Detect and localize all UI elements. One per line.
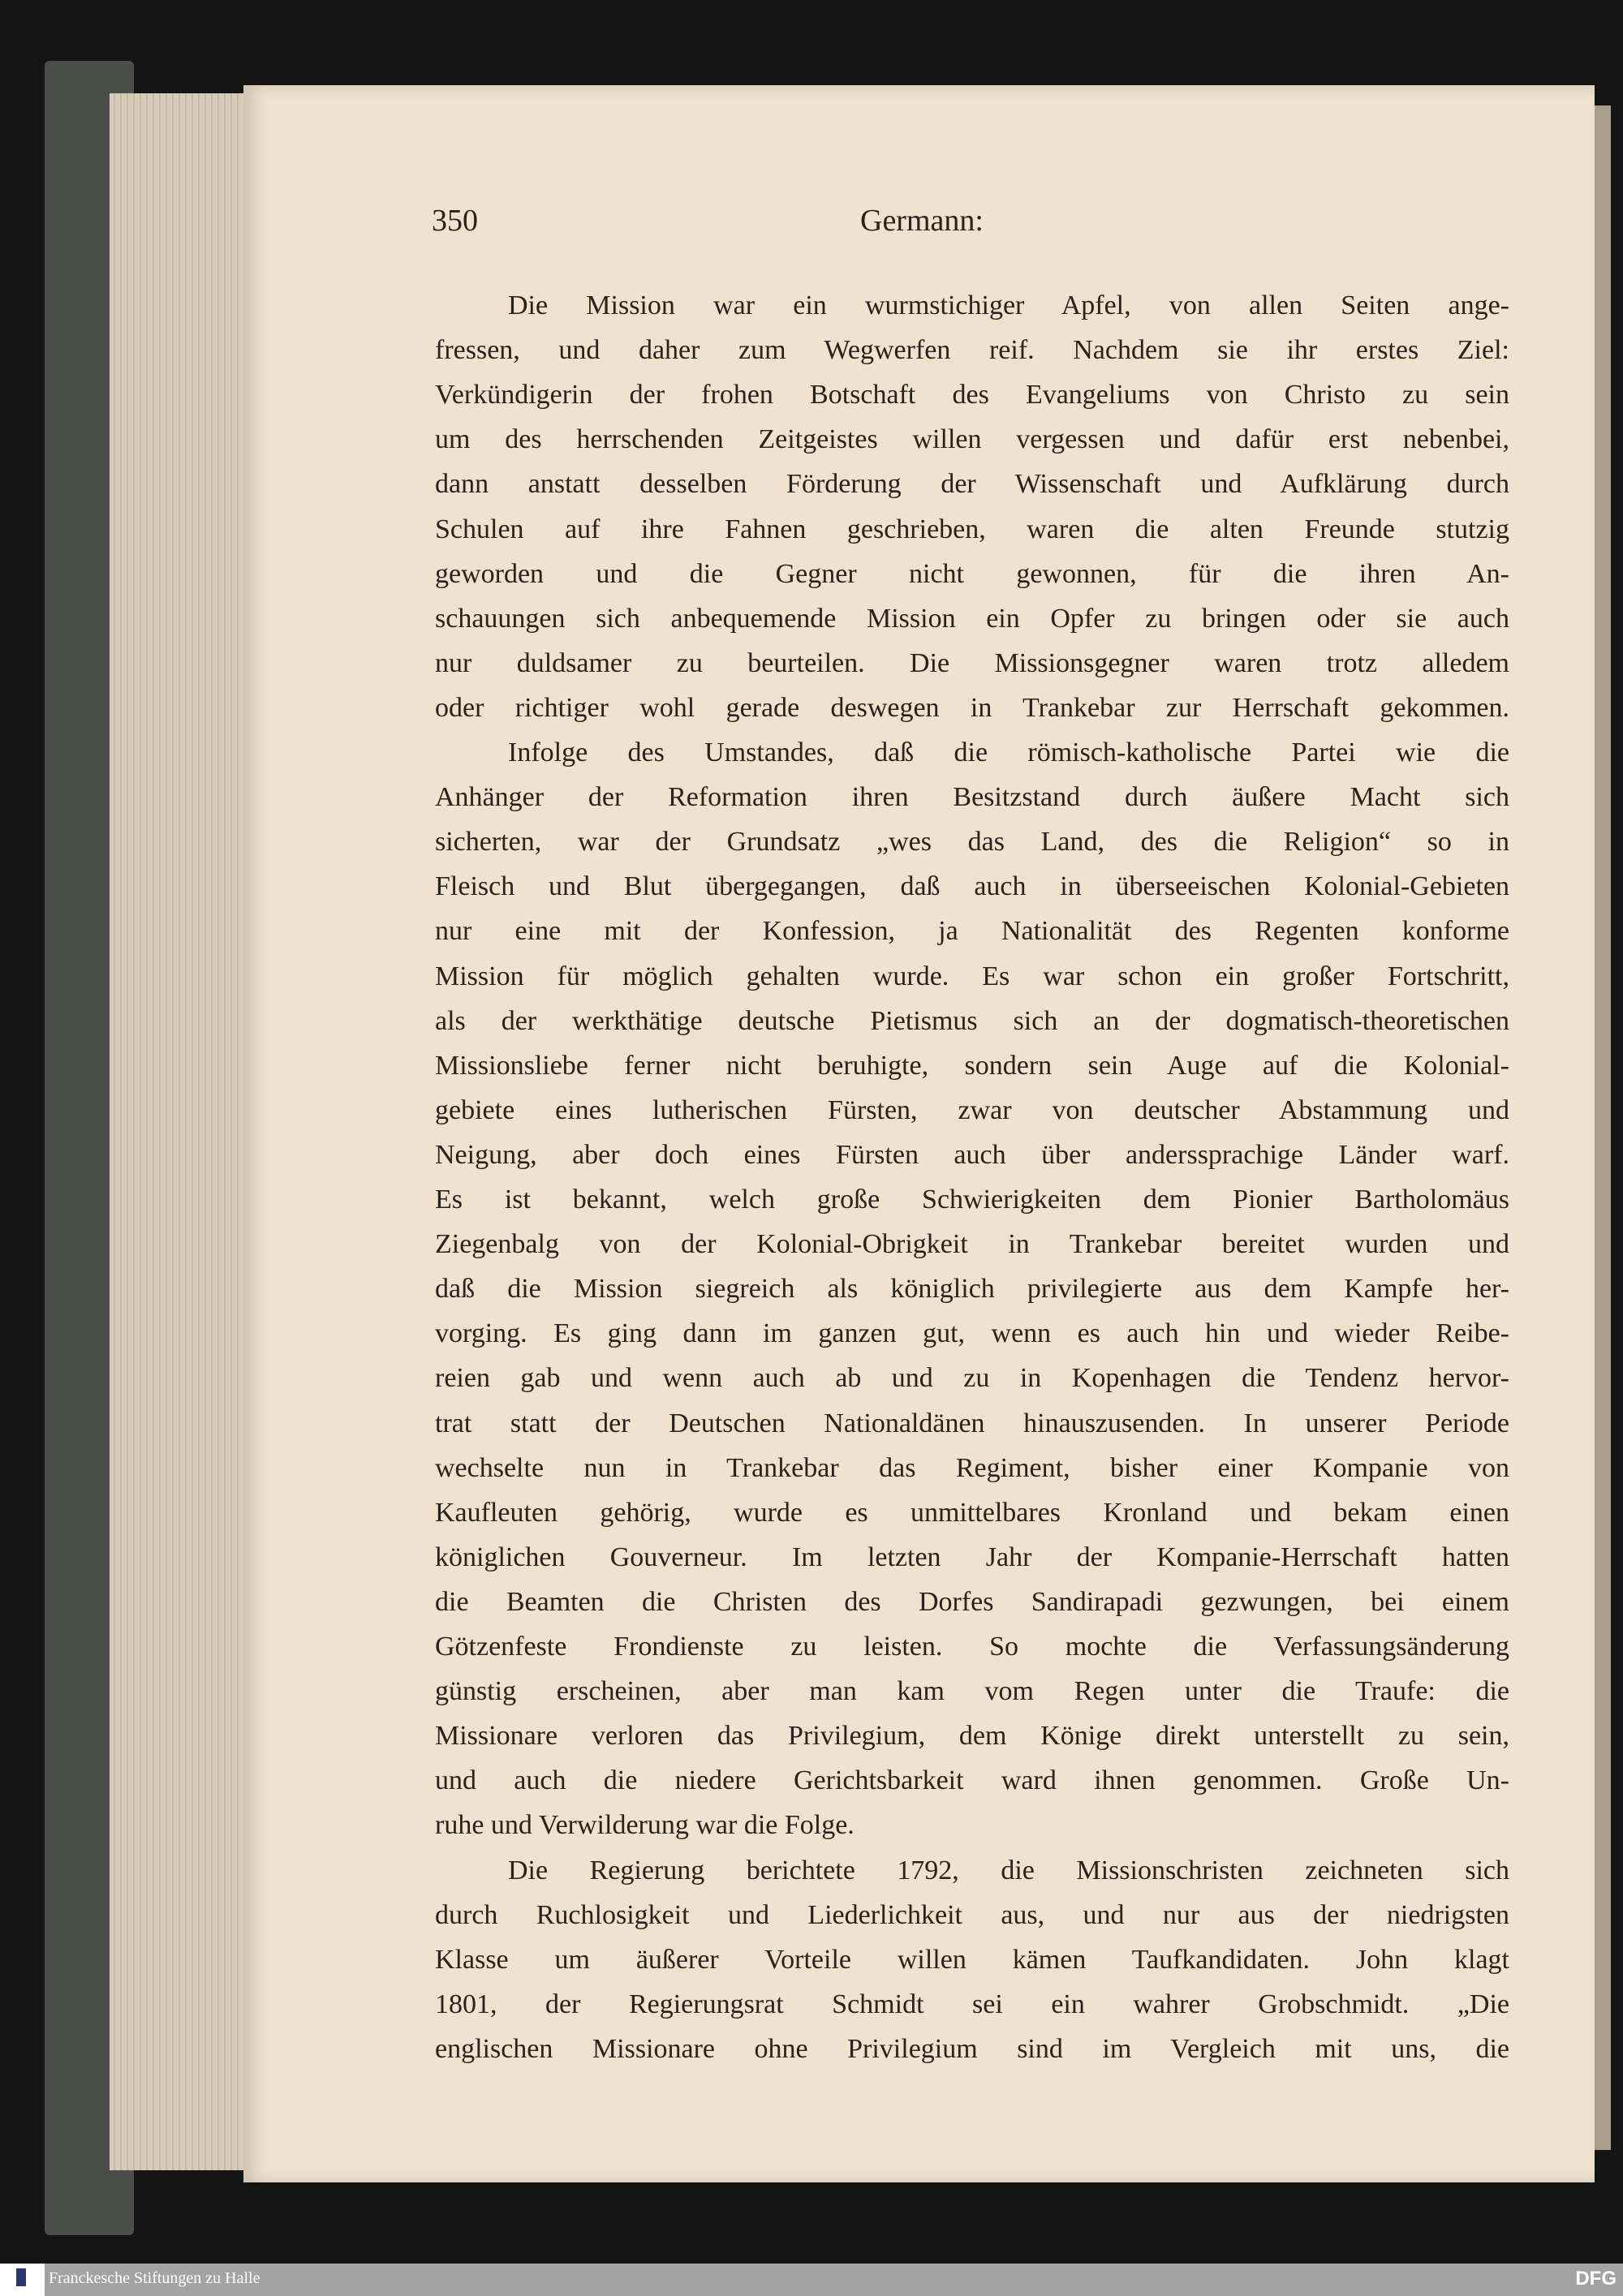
text-line-content: dann anstatt desselben Förderung der Wissenschaft und Aufklärung durch [435,469,1509,500]
text-line-content: daß die Mission siegreich als königlich privilegierte aus dem Kampfe her- [435,1274,1509,1305]
text-line-content: nur eine mit der Konfession, ja Nationalität des Regenten konforme [435,916,1509,947]
text-line-content: trat statt der Deutschen Nationaldänen hinauszusenden. In unserer Periode [435,1408,1509,1438]
page-block-edges [110,93,248,2170]
text-line [435,422,1509,458]
text-line [508,1853,1509,1889]
text-line [435,1808,1509,1843]
text-line-content: Missionare verloren das Privilegium, dem Könige direkt unterstellt zu sein, [435,1721,1509,1752]
text-line-content: gebiete eines lutherischen Fürsten, zwar von deutscher Abstammung und [435,1094,1509,1125]
text-line-content: fressen, und daher zum Wegwerfen reif. Nachdem sie ihr erstes Ziel: [435,335,1509,366]
text-line [435,1495,1509,1531]
text-line-content: Ziegenbalg von der Kolonial-Obrigkeit in Trankebar bereitet wurden und [435,1229,1509,1260]
institution-name: Franckesche Stiftungen zu Halle [49,2269,260,2287]
text-line-content: Mission für möglich gehalten wurde. Es war schon ein großer Fortschritt, [435,961,1509,991]
text-line [435,1540,1509,1576]
text-line-content: reien gab und wenn auch ab und zu in Kopenhagen die Tendenz hervor- [435,1363,1509,1394]
text-line [435,959,1509,995]
text-line [435,2032,1509,2067]
text-line [435,1227,1509,1262]
text-line-content: Götzenfeste Frondienste zu leisten. So mochte die Verfassungsänderung [435,1632,1509,1662]
page-number: 350 [432,204,478,238]
text-line [435,557,1509,592]
text-line [435,1718,1509,1754]
text-line [435,690,1509,726]
text-line-content: Missionsliebe ferner nicht beruhigte, sondern sein Auge auf die Kolonial- [435,1050,1509,1081]
text-line-content: Neigung, aber doch eines Fürsten auch über anderssprachige Länder warf. [435,1139,1509,1170]
text-line-content: Schulen auf ihre Fahnen geschrieben, waren die alten Freunde stutzig [435,514,1509,544]
text-line [435,1406,1509,1442]
text-line [435,1942,1509,1978]
text-line-content: und auch die niedere Gerichtsbarkeit ward ihnen genommen. Große Un- [435,1765,1509,1796]
running-title: Germann: [860,204,984,238]
text-line [435,1182,1509,1218]
text-line [435,1763,1509,1799]
dfg-logo: DFG [1575,2268,1617,2290]
text-line [435,914,1509,949]
text-line-content: Es ist bekannt, welch große Schwierigkeiten dem Pionier Bartholomäus [435,1185,1509,1215]
text-line-content: Fleisch und Blut übergegangen, daß auch in überseeischen Kolonial-Gebieten [435,871,1509,902]
text-line-content: Infolge des Umstandes, daß die römisch-katholische Partei wie die [508,737,1509,767]
text-line-content: oder richtiger wohl gerade deswegen in Trankebar zur Herrschaft gekommen. [435,692,1509,723]
text-line-content: günstig erscheinen, aber man kam vom Regen unter die Traufe: die [435,1676,1509,1707]
text-line-content: schauungen sich anbequemende Mission ein Opfer zu bringen oder sie auch [435,603,1509,634]
text-line-content: nur duldsamer zu beurteilen. Die Missionsgegner waren trotz alledem [435,647,1509,678]
text-line [435,869,1509,905]
text-line [435,1584,1509,1620]
text-line [508,735,1509,771]
text-line [435,646,1509,681]
text-line [508,288,1509,324]
text-line [435,1093,1509,1129]
text-line [435,1048,1509,1084]
text-line-content: ruhe und Verwilderung war die Folge. [435,1810,855,1841]
text-line [435,467,1509,502]
text-line [435,1316,1509,1352]
footer-bar [0,2264,1623,2296]
text-line-content: englischen Missionare ohne Privilegium sind im Vergleich mit uns, die [435,2033,1509,2064]
text-line-content: geworden und die Gegner nicht gewonnen, für die ihren An- [435,558,1509,589]
text-line-content: Verkündigerin der frohen Botschaft des Evangeliums von Christo zu sein [435,380,1509,411]
text-line [435,1629,1509,1665]
text-line-content: 1801, der Regierungsrat Schmidt sei ein wahrer Grobschmidt. „Die [435,1989,1509,2019]
text-line-content: als der werkthätige deutsche Pietismus sich an der dogmatisch-theoretischen [435,1005,1509,1036]
text-line-content: königlichen Gouverneur. Im letzten Jahr der Kompanie-Herrschaft hatten [435,1541,1509,1572]
text-line [435,1987,1509,2023]
text-line-content: Kaufleuten gehörig, wurde es unmittelbares Kronland und bekam einen [435,1497,1509,1528]
text-line-content: wechselte nun in Trankebar das Regiment, bisher einer Kompanie von [435,1452,1509,1483]
text-line [435,1674,1509,1709]
text-line [435,780,1509,815]
text-line-content: Klasse um äußerer Vorteile willen kämen Taufkandidaten. John klagt [435,1944,1509,1975]
text-line-content: vorging. Es ging dann im ganzen gut, wenn es auch hin und wieder Reibe- [435,1318,1509,1349]
text-line-content: die Beamten die Christen des Dorfes Sandirapadi gezwungen, bei einem [435,1586,1509,1617]
text-line [435,601,1509,637]
text-line-content: Die Regierung berichtete 1792, die Missionschristen zeichneten sich [508,1855,1509,1885]
text-line [435,1137,1509,1173]
text-line [435,1898,1509,1933]
text-line-content: Die Mission war ein wurmstichiger Apfel, von allen Seiten ange- [508,290,1509,320]
text-line [435,1004,1509,1039]
text-line [435,333,1509,368]
text-line [435,1271,1509,1307]
text-line-content: Anhänger der Reformation ihren Besitzstand durch äußere Macht sich [435,782,1509,813]
text-line [435,1451,1509,1486]
right-page-edge [1595,105,1611,2150]
text-line [435,377,1509,413]
text-line-content: um des herrschenden Zeitgeistes willen vergessen und dafür erst nebenbei, [435,424,1509,455]
institution-logo-icon [0,2264,45,2296]
text-line [435,824,1509,860]
text-line-content: sicherten, war der Grundsatz „wes das Land, des die Religion“ so in [435,827,1509,858]
text-line [435,512,1509,548]
text-line [435,1361,1509,1396]
text-line-content: durch Ruchlosigkeit und Liederlichkeit aus, und nur aus der niedrigsten [435,1899,1509,1930]
